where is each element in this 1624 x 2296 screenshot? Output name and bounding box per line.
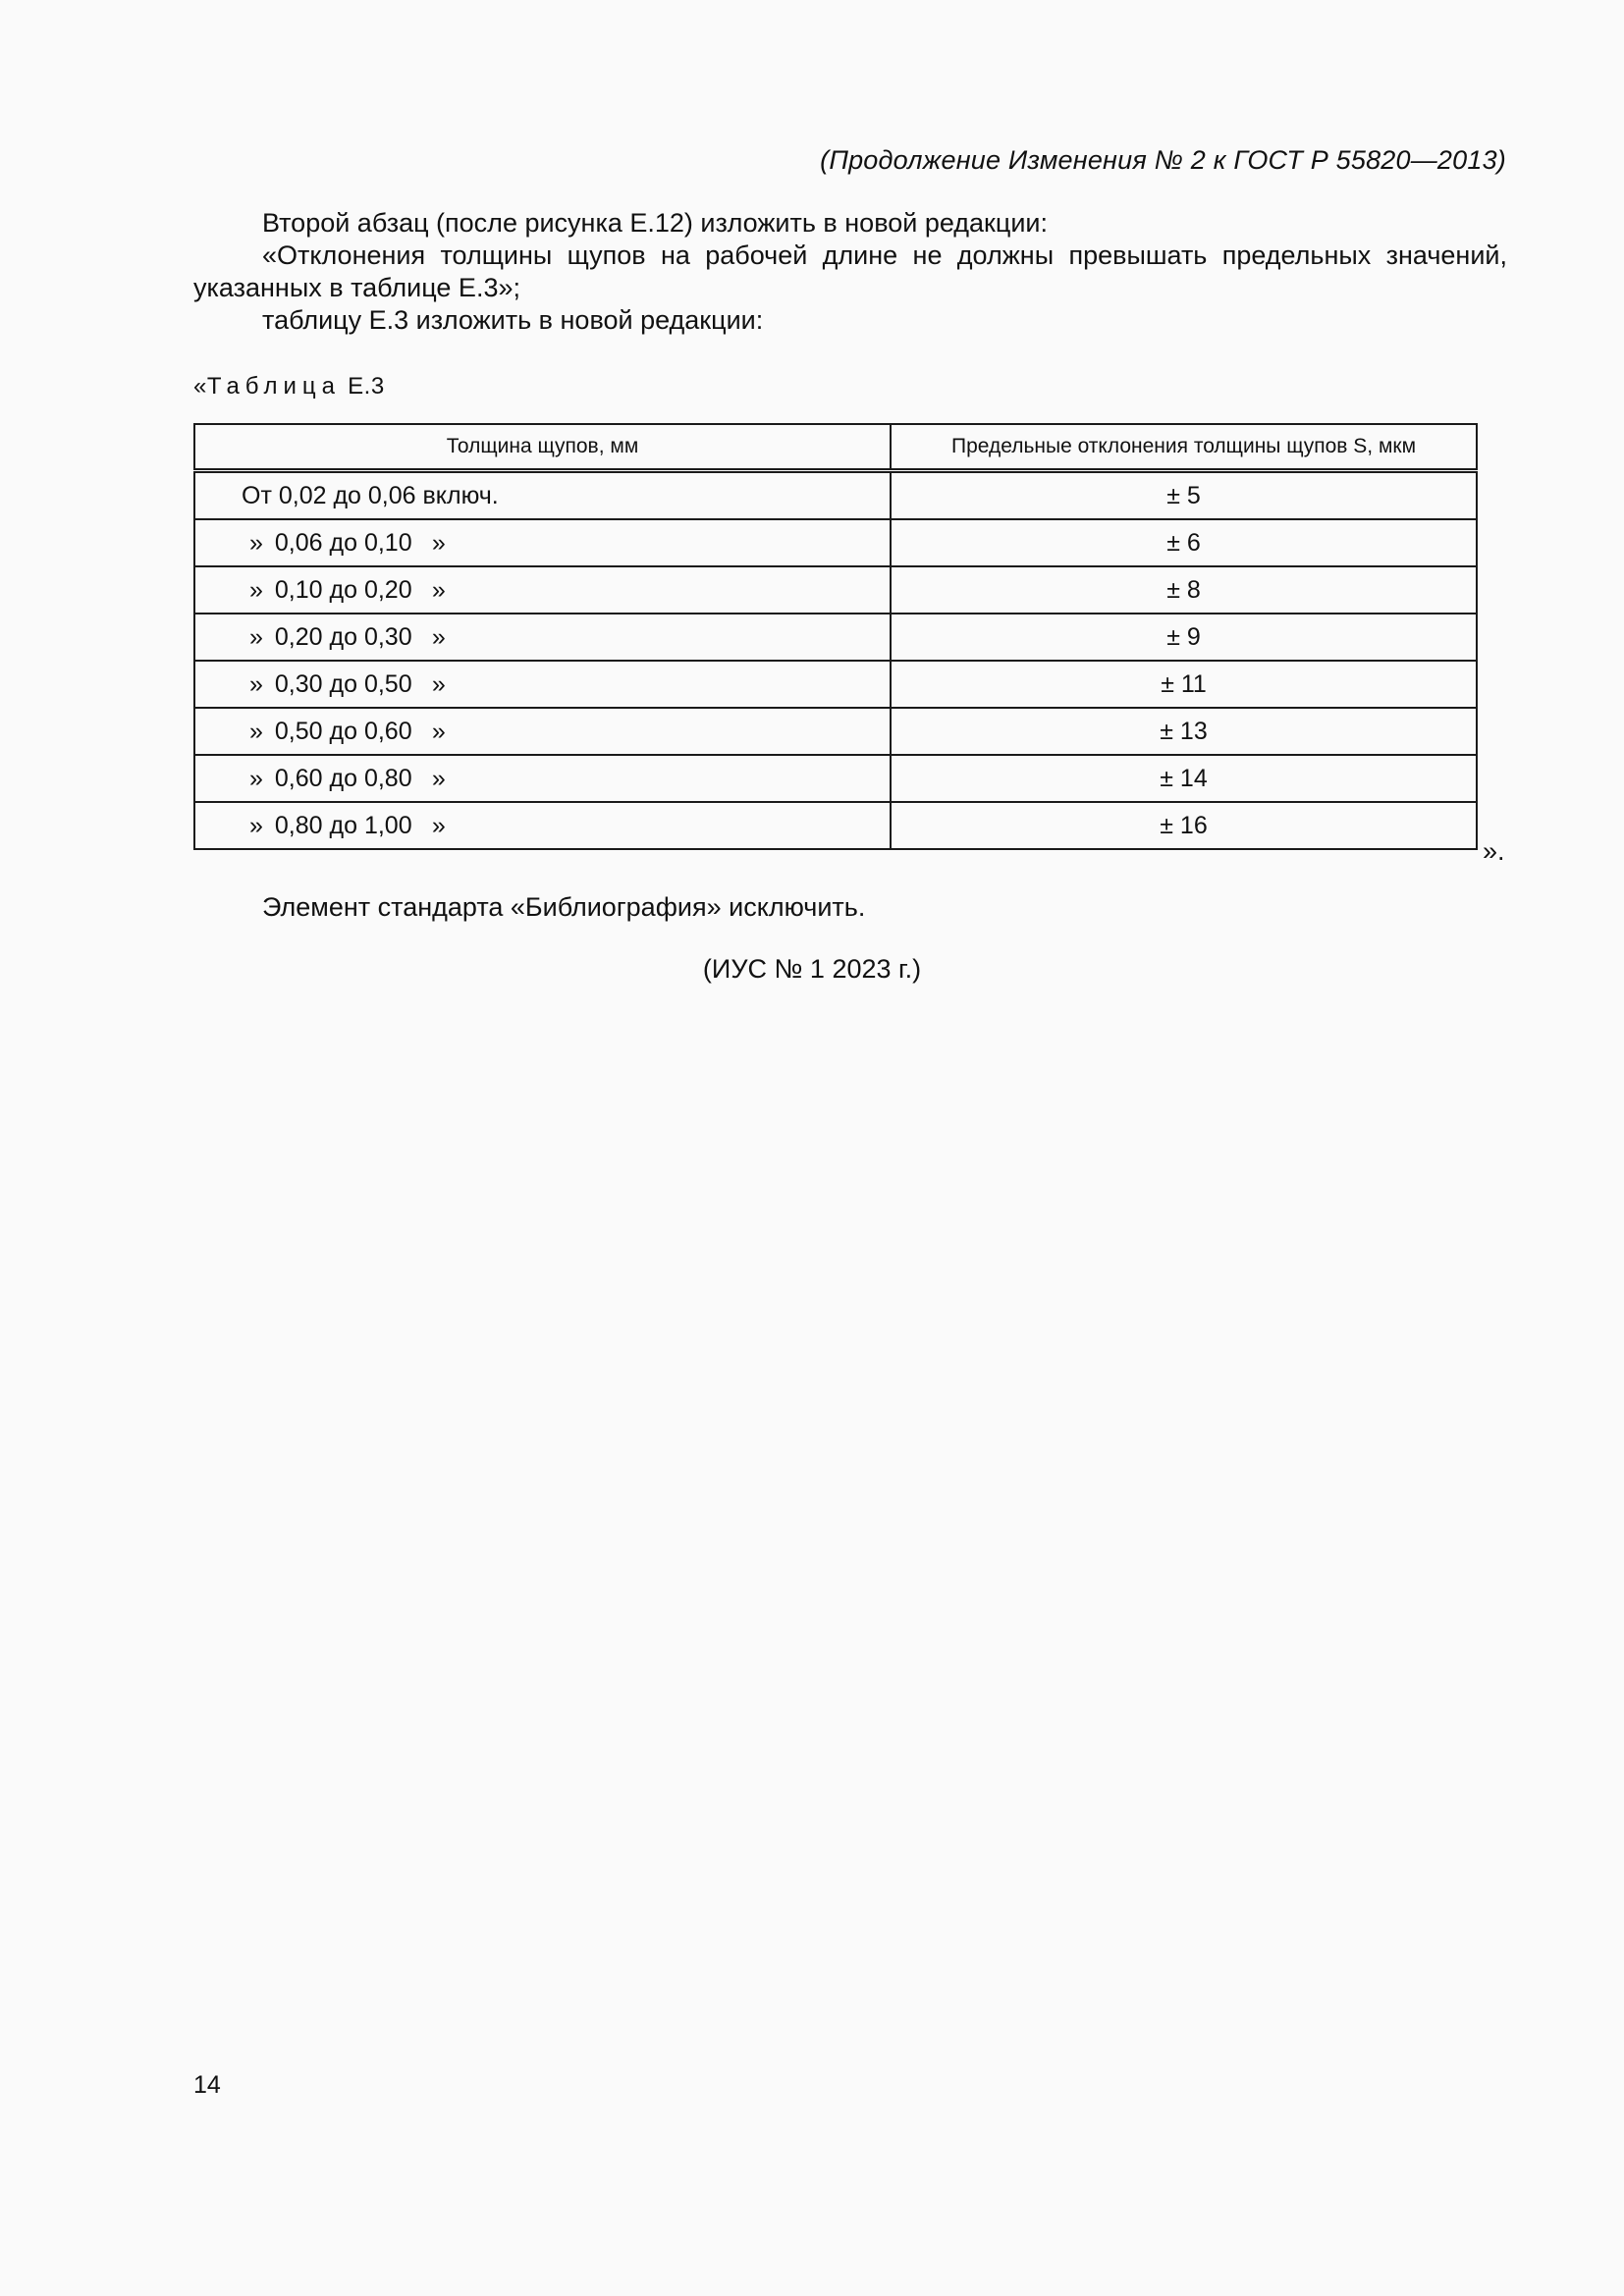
header-thickness: Толщина щупов, мм — [194, 424, 891, 471]
ditto-mark-end: » — [431, 622, 446, 651]
cell-thickness — [194, 755, 891, 802]
thickness-range: 0,80 до 1,00 — [274, 811, 412, 839]
caption-open-quote: « — [193, 373, 207, 400]
header-tolerance: Предельные отклонения толщины щупов S, мкм — [891, 424, 1477, 471]
ditto-mark-end: » — [431, 811, 446, 839]
tolerance-table — [193, 423, 1478, 850]
ditto-mark: » — [249, 575, 263, 604]
page-number: 14 — [193, 2071, 221, 2099]
cell-thickness — [194, 708, 891, 755]
cell-tolerance: ± 16 — [891, 802, 1477, 849]
cell-thickness — [194, 614, 891, 661]
thickness-range: 0,30 до 0,50 — [274, 669, 412, 698]
table-row — [194, 708, 1477, 755]
ditto-mark-end: » — [431, 575, 446, 604]
thickness-range: 0,10 до 0,20 — [274, 575, 412, 604]
cell-thickness: От 0,02 до 0,06 включ. — [194, 471, 891, 520]
cell-tolerance: ± 6 — [891, 519, 1477, 566]
ditto-mark-end: » — [431, 669, 446, 698]
ditto-mark: » — [249, 669, 263, 698]
table-row — [194, 661, 1477, 708]
table-row — [194, 755, 1477, 802]
thickness-range: 0,50 до 0,60 — [274, 717, 412, 745]
table-row — [194, 471, 1477, 520]
cell-thickness — [194, 566, 891, 614]
ditto-mark-end: » — [431, 528, 446, 557]
thickness-range: 0,20 до 0,30 — [274, 622, 412, 651]
cell-tolerance: ± 11 — [891, 661, 1477, 708]
cell-tolerance: ± 5 — [891, 471, 1477, 520]
paragraph-intro: Второй абзац (после рисунка Е.12) изложить в новой редакции: — [262, 208, 1048, 238]
cell-thickness — [194, 802, 891, 849]
table-row — [194, 519, 1477, 566]
ius-note: (ИУС № 1 2023 г.) — [702, 954, 922, 984]
table-closing-quote: ». — [1483, 836, 1505, 866]
cell-thickness — [194, 661, 891, 708]
caption-word: Таблица — [206, 373, 341, 400]
table-caption — [193, 373, 385, 400]
ditto-mark: » — [249, 764, 263, 792]
ditto-mark: » — [249, 528, 263, 557]
caption-number: Е.3 — [348, 373, 385, 400]
ditto-mark: » — [249, 622, 263, 651]
cell-tolerance: ± 9 — [891, 614, 1477, 661]
ditto-mark: » — [249, 717, 263, 745]
ditto-mark: » — [249, 811, 263, 839]
table-row — [194, 802, 1477, 849]
running-head: (Продолжение Изменения № 2 к ГОСТ Р 55820—2013) — [820, 145, 1506, 175]
cell-thickness — [194, 519, 891, 566]
thickness-range: 0,60 до 0,80 — [274, 764, 412, 792]
ditto-mark-end: » — [431, 764, 446, 792]
table-row — [194, 614, 1477, 661]
paragraph-bibliography: Элемент стандарта «Библиография» исключить. — [262, 892, 866, 922]
table-row — [194, 566, 1477, 614]
paragraph-table-instruction: таблицу Е.3 изложить в новой редакции: — [262, 305, 764, 335]
cell-tolerance: ± 14 — [891, 755, 1477, 802]
cell-tolerance: ± 8 — [891, 566, 1477, 614]
paragraph-deviation: «Отклонения толщины щупов на рабочей длине не должны превышать предельных значений, указанных в таблице Е.3»; — [193, 240, 1507, 302]
table-header-row — [194, 424, 1477, 471]
thickness-range: 0,06 до 0,10 — [274, 528, 412, 557]
cell-tolerance: ± 13 — [891, 708, 1477, 755]
ditto-mark-end: » — [431, 717, 446, 745]
